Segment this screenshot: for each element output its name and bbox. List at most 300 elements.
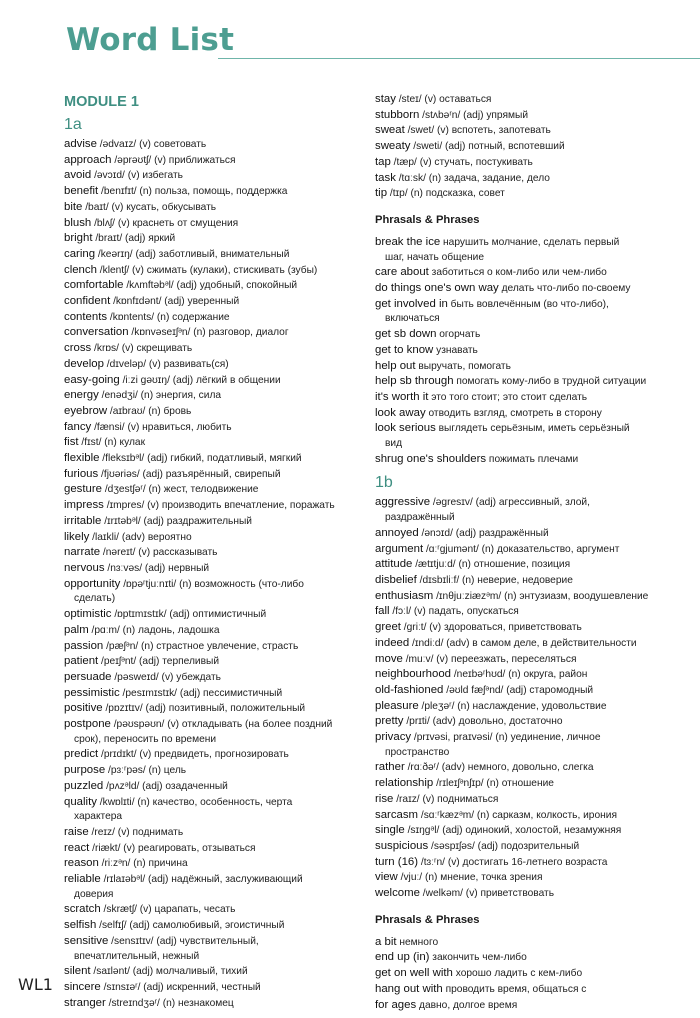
definition: быть вовлечённым (во что-либо), [447,298,609,310]
headword: a bit [375,935,397,948]
word-entry [64,964,360,980]
headword: energy [64,389,99,402]
headword: patient [64,655,99,668]
headword: sensitive [64,934,109,947]
headword: bite [64,200,83,213]
word-entry [64,137,360,153]
word-entry [375,452,695,468]
word-entry [375,390,695,406]
headword: rather [375,761,405,774]
headword: sarcasm [375,808,419,821]
headword: pretty [375,715,404,728]
headword: care about [375,266,429,279]
section-heading-1a: 1a [64,116,82,133]
definition: /kɒntents/ (n) содержание [107,311,230,323]
page-title: Word List [66,22,235,58]
headword: caring [64,247,96,260]
definition: /tɑːsk/ (n) задача, задание, дело [395,172,550,184]
headword: it's worth it [375,390,429,403]
definition: /ɪndiːd/ (adv) в самом деле, в действительности [409,637,637,649]
headword: contents [64,310,108,323]
word-entry [375,776,695,792]
entry-list-1b [375,495,695,901]
definition: /ədvaɪz/ (v) советовать [96,139,207,150]
word-entry [375,108,695,124]
headword: look away [375,406,426,419]
definition-continued: пространство [385,746,450,758]
word-entry [64,918,360,934]
headword: do things one's own way [375,282,499,295]
definition: /swet/ (v) вспотеть, запотевать [404,125,551,137]
headword: tap [375,155,391,168]
headword: help out [375,359,416,372]
headword: advise [64,138,97,150]
word-entry [375,683,695,699]
headword: scratch [64,903,101,916]
definition: /fænsi/ (v) нравиться, любить [91,421,232,433]
definition: /vjuː/ (n) мнение, точка зрения [397,872,543,884]
word-entry [375,171,695,187]
definition: /raɪz/ (v) подниматься [393,793,499,805]
word-entry [375,343,695,359]
word-entry [64,341,360,357]
word-entry [375,823,695,839]
headword: privacy [375,731,412,744]
headword: hang out with [375,982,443,995]
headword: palm [64,623,89,636]
word-entry [64,872,360,902]
definition: хорошо ладить с кем-либо [452,968,583,980]
headword: narrate [64,546,101,559]
definition: /keərɪŋ/ (adj) заботливый, внимательный [95,248,290,260]
definition: /rɪleɪʃᵊnʃɪp/ (n) отношение [433,778,554,790]
word-entry [64,561,360,577]
section-heading-1b: 1b [375,474,393,492]
definition: /prɪti/ (adv) довольно, достаточно [403,716,563,728]
word-entry [64,980,360,996]
headword: optimistic [64,608,112,621]
word-entry [64,856,360,872]
headword: single [375,824,405,837]
definition: /reɪz/ (v) поднимать [88,826,184,838]
headword: approach [64,153,112,166]
definition: /peɪʃᵊnt/ (adj) терпеливый [98,656,220,668]
word-entry [64,763,360,779]
definition: /səspɪʃəs/ (adj) подозрительный [428,840,580,852]
headword: stubborn [375,108,420,121]
headword: develop [64,357,104,370]
definition: /saɪlənt/ (adj) молчаливый, тихий [90,966,248,978]
word-entry [64,404,360,420]
definition-continued: включаться [385,313,440,325]
word-entry [64,902,360,918]
headword: attitude [375,558,413,571]
definition: /muːv/ (v) переезжать, переселяться [402,653,577,665]
word-entry [64,498,360,514]
definition: /ɪmpres/ (v) производить впечатление, поражать [103,500,335,512]
word-entry [375,604,695,620]
word-entry [64,231,360,247]
definition: /pɒzɪtɪv/ (adj) позитивный, положительный [102,703,306,715]
definition: /fjʊəriəs/ (adj) разъярённый, свирепый [98,468,281,480]
definition: нарушить молчание, сделать первый [440,236,620,248]
definition: выглядеть серьёзным, иметь серьёзный [435,423,630,435]
definition: /enədʒi/ (n) энергия, сила [98,390,222,402]
phrasals-heading-1b: Phrasals & Phrases [375,913,480,926]
definition: /fɔːl/ (v) падать, опускаться [389,606,519,618]
definition: /braɪt/ (adj) яркий [92,233,176,245]
word-entry [375,327,695,343]
word-entry [375,123,695,139]
word-entry [64,530,360,546]
headword: silent [64,965,91,978]
definition: /riækt/ (v) реагировать, отзываться [89,842,256,854]
entry-list-1a [64,137,360,1011]
word-entry [375,636,695,652]
definition: /skrætʃ/ (v) царапать, чесать [100,904,236,916]
word-entry [64,357,360,373]
word-entry [375,982,695,998]
word-entry [375,808,695,824]
definition: /kɒnfɪdənt/ (adj) уверенный [110,296,240,308]
word-entry [375,966,695,982]
definition: /pæʃᵊn/ (n) страстное увлечение, страсть [103,640,299,652]
headword: benefit [64,185,99,198]
definition-continued: доверия [74,888,114,900]
definition: /selfɪʃ/ (adj) самолюбивый, эгоистичный [96,920,285,932]
word-entry [64,263,360,279]
headword: turn (16) [375,855,419,868]
definition: /streɪndʒəʳ/ (n) незнакомец [105,997,234,1009]
definition: /nɜːvəs/ (adj) нервный [104,562,210,574]
headword: passion [64,639,104,652]
word-entry [64,467,360,483]
word-entry [64,247,360,263]
definition: /əvɔɪd/ (v) избегать [91,170,183,182]
left-column [64,92,360,1011]
definition: /ɒptɪmɪstɪk/ (adj) оптимистичный [111,609,267,621]
definition: /ənɔɪd/ (adj) раздражённый [418,527,549,539]
headword: old-fashioned [375,683,444,696]
word-entry [64,825,360,841]
headword: enthusiasm [375,589,434,602]
definition: /tɪp/ (n) подсказка, совет [387,188,505,200]
word-entry [375,92,695,108]
definition: /sɪŋgᵊl/ (adj) одинокий, холостой, незамужняя [404,825,622,837]
headword: furious [64,467,99,480]
definition: закончить чем-либо [429,952,527,964]
word-entry [64,184,360,200]
definition: /kɒnvəseɪʃᵊn/ (n) разговор, диалог [128,327,289,339]
definition: /kʌmftəbᵊl/ (adj) удобный, спокойный [123,280,298,292]
headword: clench [64,263,97,276]
headword: get on well with [375,967,453,980]
headword: suspicious [375,839,429,852]
headword: sweaty [375,140,411,153]
word-entry [64,310,360,326]
definition: давно, долгое время [416,999,518,1011]
headword: reliable [64,873,101,886]
definition: /tɜːʳn/ (v) достигать 16-летнего возраста [418,856,608,868]
definition: /ɪnθjuːziæzᵊm/ (n) энтузиазм, воодушевление [433,590,649,602]
word-entry [64,639,360,655]
headword: stay [375,93,396,105]
word-entry [375,557,695,573]
word-entry [375,699,695,715]
word-entry [375,998,695,1014]
word-entry [64,420,360,436]
definition: /tæp/ (v) стучать, постукивать [390,156,533,168]
definition: /krɒs/ (v) скрещивать [91,343,193,355]
word-entry [64,545,360,561]
definition: /dɪsbɪliːf/ (n) неверие, недоверие [416,574,573,586]
word-entry [375,792,695,808]
definition: /dʒestʃəʳ/ (n) жест, телодвижение [102,484,259,496]
headword: for ages [375,998,417,1011]
word-entry [64,607,360,623]
definition-continued: шаг, начать общение [385,251,485,263]
word-entry [64,482,360,498]
definition: /pɜːʳpəs/ (n) цель [105,765,187,777]
headword: aggressive [375,496,431,509]
headword: selfish [64,919,97,932]
definition: /nəreɪt/ (v) рассказывать [100,547,218,559]
definition: /ɑːʳgjumənt/ (n) доказательство, аргумент [423,543,620,555]
definition: /sɪnsɪəʳ/ (adj) искренний, честный [100,981,261,993]
definition: /dɪveləp/ (v) развивать(ся) [103,358,229,370]
word-entry [64,373,360,389]
headword: disbelief [375,573,417,586]
word-entry [375,667,695,683]
definition: /pəsweɪd/ (v) убеждать [111,671,221,683]
headword: positive [64,702,103,715]
word-entry [375,730,695,760]
definition: помогать кому-либо в трудной ситуации [453,376,647,388]
headword: irritable [64,514,102,527]
headword: relationship [375,777,434,790]
word-entry [64,623,360,639]
definition: огорчать [436,329,481,341]
page-number: WL1 [18,975,53,994]
definition: /rɪlaɪəbᵊl/ (adj) надёжный, заслуживающий [100,874,303,886]
definition: /fɪst/ (n) кулак [78,437,146,449]
definition: выручать, помогать [415,360,511,372]
word-entry [375,495,695,525]
word-entry [64,841,360,857]
definition: /klentʃ/ (v) сжимать (кулаки), стискивать (зубы) [96,264,318,276]
headword: raise [64,825,89,838]
headword: avoid [64,169,92,182]
definition-continued: раздражённый [385,512,455,524]
word-entry [64,654,360,670]
headword: flexible [64,452,100,465]
headword: rise [375,792,394,805]
headword: help sb through [375,375,454,388]
headword: end up (in) [375,951,430,964]
headword: reason [64,857,99,870]
headword: break the ice [375,235,441,248]
definition: /baɪt/ (v) кусать, обкусывать [82,201,217,213]
definition: /iːzi gəʊɪŋ/ (adj) лёгкий в общении [119,374,281,386]
definition: /sɑːʳkæzᵊm/ (n) сарказм, колкость, ирония [418,809,617,821]
word-entry [375,589,695,605]
headword: stranger [64,996,106,1009]
word-entry [375,155,695,171]
word-entry [375,265,695,281]
headword: easy-going [64,373,120,386]
entry-list-1a-continued [375,92,695,202]
headword: react [64,841,90,854]
definition: это того стоит; это стоит сделать [428,391,588,403]
definition: /fleksɪbᵊl/ (adj) гибкий, податливый, мягкий [99,453,302,465]
headword: fancy [64,420,92,433]
definition-continued: срок), переносить по времени [74,733,217,745]
headword: move [375,652,403,665]
headword: postpone [64,718,111,731]
definition: /aɪbraʊ/ (n) бровь [107,405,192,417]
definition: /blʌʃ/ (v) краснеть от смущения [91,217,239,229]
headword: task [375,171,396,184]
headword: predict [64,748,99,761]
definition: пожимать плечами [486,453,579,465]
definition: /ætɪtjuːd/ (n) отношение, позиция [412,559,571,571]
word-entry [375,235,695,265]
definition: /ɒpəʳtjuːnɪti/ (n) возможность (что-либо [120,578,304,590]
headword: pessimistic [64,686,120,699]
definition: /əgresɪv/ (adj) агрессивный, злой, [430,497,590,509]
word-entry [64,514,360,530]
word-entry [375,855,695,871]
word-entry [64,701,360,717]
definition: /griːt/ (v) здороваться, приветствовать [400,622,582,634]
headword: neighbourhood [375,668,452,681]
word-entry [64,670,360,686]
word-entry [375,886,695,902]
word-entry [375,839,695,855]
headword: argument [375,542,424,555]
word-entry [375,421,695,451]
headword: get to know [375,343,434,356]
word-entry [64,934,360,964]
headword: nervous [64,561,105,574]
definition: /sensɪtɪv/ (adj) чувствительный, [108,935,259,947]
headword: cross [64,342,92,355]
headword: indeed [375,636,410,649]
word-entry [64,200,360,216]
word-entry [375,620,695,636]
headword: shrug one's shoulders [375,452,487,465]
definition: /laɪkli/ (adv) вероятно [89,531,192,543]
word-entry [375,870,695,886]
headword: persuade [64,670,112,683]
definition: заботиться о ком-либо или чем-либо [428,267,607,279]
headword: sweat [375,124,405,137]
definition: немного [396,936,439,948]
headword: look serious [375,422,436,435]
headword: quality [64,795,97,808]
word-entry [64,451,360,467]
word-entry [64,577,360,607]
definition: /kwɒlɪti/ (n) качество, особенность, черта [96,796,293,808]
word-entry [375,359,695,375]
definition: /pesɪmɪstɪk/ (adj) пессимистичный [119,687,283,699]
phrasals-heading-1a: Phrasals & Phrases [375,213,480,226]
word-entry [64,168,360,184]
word-entry [375,935,695,951]
word-entry [64,795,360,825]
word-entry [375,652,695,668]
word-entry [64,435,360,451]
module-heading: MODULE 1 [64,94,139,110]
word-entry [375,573,695,589]
definition: делать что-либо по-своему [498,283,631,295]
right-column [375,92,695,1013]
word-entry [375,714,695,730]
definition: /rɑːðəʳ/ (adv) немного, довольно, слегка [404,762,594,774]
word-entry [375,186,695,202]
definition: /steɪ/ (v) оставаться [395,94,492,105]
word-entry [64,717,360,747]
word-entry [64,325,360,341]
word-entry [375,950,695,966]
headword: sincere [64,980,101,993]
headword: welcome [375,887,420,900]
definition: /welkəm/ (v) приветствовать [419,888,555,900]
word-entry [375,281,695,297]
headword: opportunity [64,577,121,590]
headword: likely [64,530,90,543]
headword: bright [64,232,93,245]
definition: /pʌzᵊld/ (adj) озадаченный [103,780,228,792]
headword: greet [375,621,401,634]
headword: puzzled [64,779,104,792]
headword: get involved in [375,297,448,310]
word-entry [375,406,695,422]
word-entry [375,297,695,327]
word-entry [64,388,360,404]
word-entry [375,139,695,155]
headword: confident [64,295,111,308]
headword: eyebrow [64,404,108,417]
word-entry [64,216,360,232]
headword: blush [64,216,92,229]
headword: fist [64,436,79,449]
headword: purpose [64,764,106,777]
definition: отводить взгляд, смотреть в сторону [425,407,602,419]
word-entry [64,278,360,294]
definition-continued: вид [385,438,403,450]
definition: /pəʊspəʊn/ (v) откладывать (на более поздний [110,719,333,731]
word-entry [375,374,695,390]
definition-continued: впечатлительный, нежный [74,950,200,962]
definition: /əʊld fæʃᵊnd/ (adj) старомодный [443,684,594,696]
headword: impress [64,499,104,512]
definition: проводить время, общаться с [442,983,587,995]
definition: /riːzᵊn/ (n) причина [98,858,188,870]
headword: annoyed [375,526,419,539]
headword: get sb down [375,328,437,341]
definition-continued: сделать) [74,593,116,605]
word-entry [64,294,360,310]
definition: /pleʒəʳ/ (n) наслаждение, удовольствие [418,700,607,712]
headword: view [375,871,398,884]
phrasals-list-1b [375,935,695,1014]
word-entry [375,526,695,542]
headword: comfortable [64,279,124,292]
definition: /benɪfɪt/ (n) польза, помощь, поддержка [98,186,288,198]
definition: /stʌbəʳn/ (adj) упрямый [419,109,529,121]
definition: /pɑːm/ (n) ладонь, ладошка [88,624,220,636]
